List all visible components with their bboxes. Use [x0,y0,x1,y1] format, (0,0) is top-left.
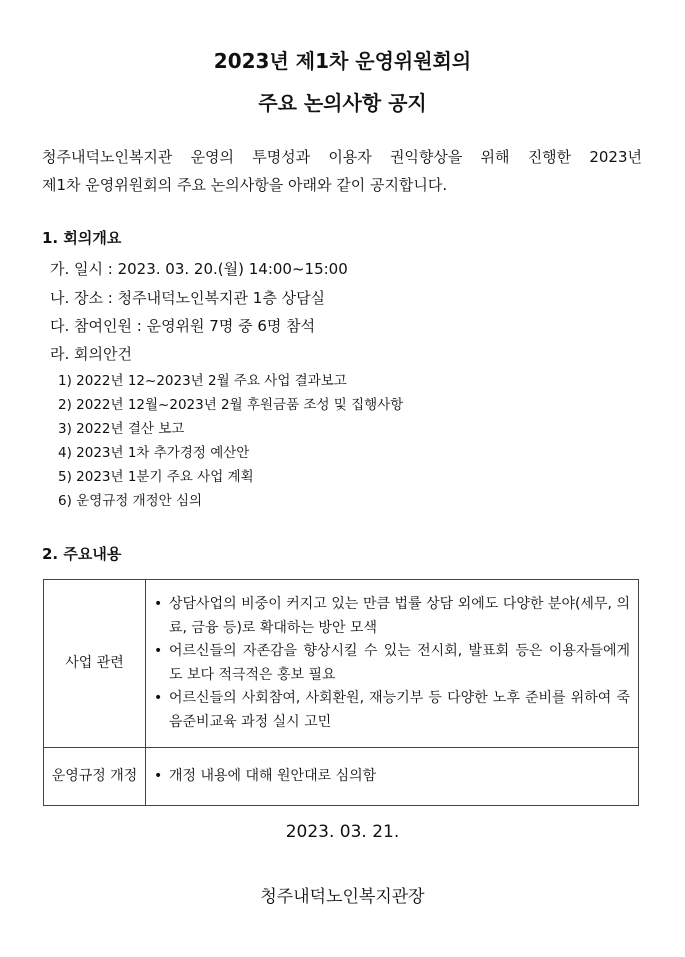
intro-line2: 제1차 운영위원회의 주요 논의사항을 아래와 같이 공지합니다. [42,176,448,194]
section2-heading: 2. 주요내용 [42,545,122,563]
document-title-line2: 주요 논의사항 공지 [258,91,427,115]
row-content-business [146,580,639,748]
overview-agenda-label: 라. 회의안건 [50,345,132,363]
agenda-item: 6) 운영규정 개정안 심의 [58,493,203,509]
bullet-icon: • [154,767,163,784]
issuing-organization: 청주내덕노인복지관장 [260,887,425,907]
table-row [44,748,639,806]
agenda-item: 5) 2023년 1분기 주요 사업 계획 [58,469,254,485]
row-label-business: 사업 관련 [44,580,146,748]
bullet-text: 어르신들의 자존감을 향상시킬 수 있는 전시회, 발표회 등은 이용자들에게 도 보다 적극적은 홍보 필요 [169,643,630,683]
overview-datetime: 가. 일시 : 2023. 03. 20.(월) 14:00~15:00 [50,260,348,278]
table-row [44,580,639,748]
list-item [154,640,630,687]
agenda-item: 3) 2022년 결산 보고 [58,421,185,437]
overview-location: 나. 장소 : 청주내덕노인복지관 1층 상담실 [50,289,326,307]
main-content-table [43,579,639,806]
agenda-item: 4) 2023년 1차 추가경정 예산안 [58,445,250,461]
bullet-icon: • [154,643,163,659]
overview-attendees: 다. 참여인원 : 운영위원 7명 중 6명 참석 [50,317,316,335]
agenda-item: 1) 2022년 12~2023년 2월 주요 사업 결과보고 [58,373,347,389]
bullet-text: 상담사업의 비중이 커지고 있는 만큼 법률 상담 외에도 다양한 분야(세무, 의료, 금융 등)로 확대하는 방안 모색 [169,596,630,636]
row-content-regulation [146,748,639,806]
row-label-regulation: 운영규정 개정 [44,748,146,806]
bullet-text: 어르신들의 사회참여, 사회환원, 재능기부 등 다양한 노후 준비를 위하여 죽음준비교육 과정 실시 고민 [169,690,630,730]
agenda-item: 2) 2022년 12월~2023년 2월 후원금품 조성 및 집행사항 [58,397,404,413]
intro-line1: 청주내덕노인복지관 운영의 투명성과 이용자 권익향상을 위해 진행한 2023년 [42,148,642,166]
bullet-text: 개정 내용에 대해 원안대로 심의함 [169,767,377,784]
section1-heading: 1. 회의개요 [42,229,122,247]
bullet-icon: • [154,690,163,706]
document-date: 2023. 03. 21. [285,822,400,842]
document-title-line1: 2023년 제1차 운영위원회의 [213,49,472,73]
bullet-icon: • [154,596,163,612]
list-item [154,593,630,640]
list-item [154,687,630,734]
list-item [154,765,630,789]
